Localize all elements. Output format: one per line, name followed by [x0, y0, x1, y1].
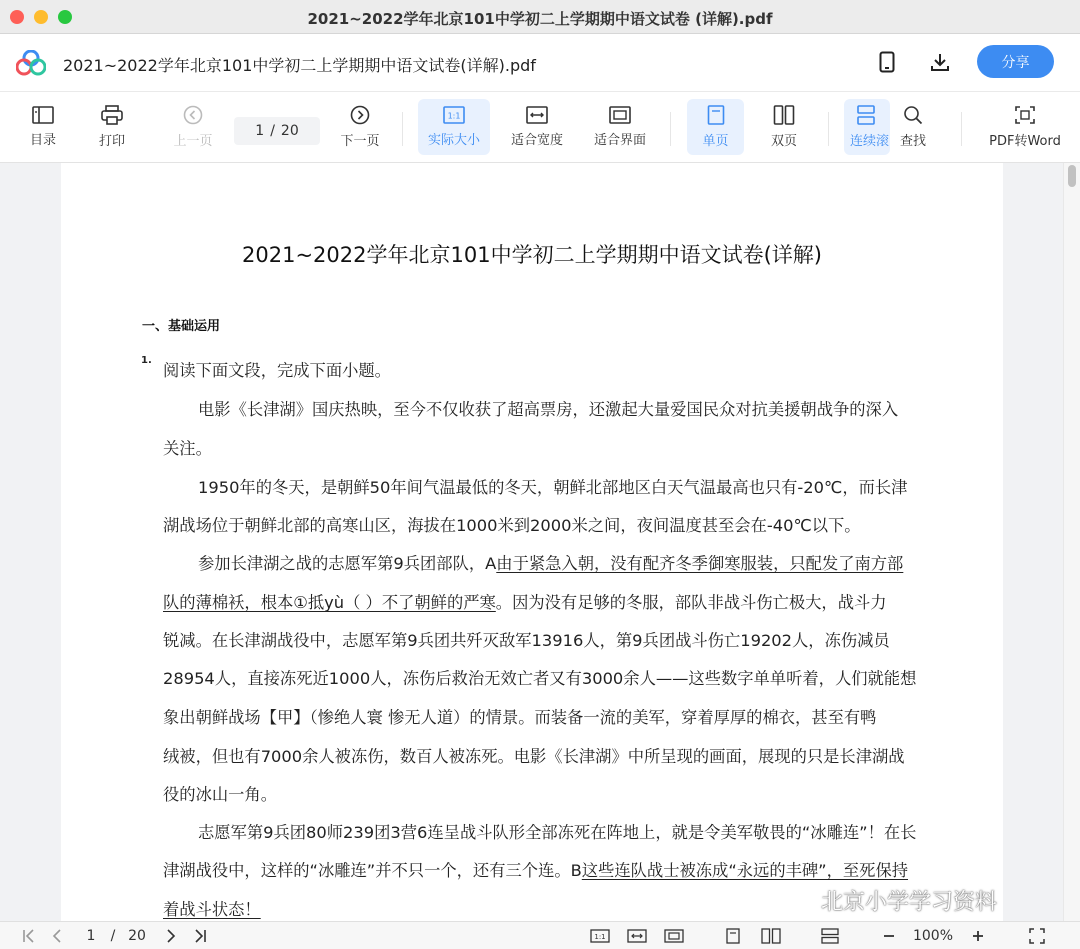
fit-width-icon[interactable] — [626, 926, 648, 946]
text-line: 湖战场位于朝鲜北部的高寒山区，海拔在1000米到2000米之间，夜间温度甚至会在-40℃以下。 — [163, 516, 861, 535]
fit-page-button[interactable] — [588, 99, 652, 155]
actual-size-icon[interactable] — [589, 926, 611, 946]
continuous-scroll-label: 连续滚 — [850, 134, 890, 149]
page-number-input[interactable] — [234, 117, 320, 145]
mobile-icon[interactable] — [875, 50, 899, 74]
underlined-text: 这些连队战士被冻成“永远的丰碑”，至死保持 — [581, 861, 909, 880]
app-header — [0, 34, 1080, 92]
double-page-label: 双页 — [770, 134, 797, 149]
scrollbar-thumb[interactable] — [1068, 165, 1076, 187]
continuous-scroll-icon — [856, 105, 876, 125]
text-line: 28954人，直接冻死近1000人，冻伤后救治无效亡者又有3000余人——这些数字单单听着，人们就能想 — [163, 669, 917, 688]
fit-width-button[interactable] — [505, 99, 569, 155]
actual-size-icon — [443, 106, 465, 124]
fit-width-label: 适合宽度 — [510, 133, 563, 148]
download-icon[interactable] — [928, 50, 952, 74]
bottom-bar — [0, 921, 1080, 949]
underlined-text: 由于紧急入朝，没有配齐冬季御寒服装，只配发了南方部 — [496, 554, 904, 573]
toc-label: 目录 — [29, 133, 56, 148]
toolbar-divider — [402, 112, 403, 146]
app-logo-icon — [16, 50, 46, 76]
toc-icon — [32, 106, 54, 124]
section-heading: 一、基础运用 — [142, 319, 221, 334]
print-label: 打印 — [98, 134, 125, 149]
single-page-label: 单页 — [702, 134, 729, 149]
search-icon — [903, 105, 923, 125]
double-page-button[interactable] — [758, 99, 810, 155]
text-line: 锐减。在长津湖战役中，志愿军第9兵团共歼灭敌军13916人，第9兵团战斗伤亡19202人，冻伤减员 — [163, 631, 890, 650]
fit-page-label: 适合界面 — [593, 133, 646, 148]
convert-icon — [1014, 105, 1036, 125]
watermark-text: 北京小学学习资料 — [821, 890, 998, 915]
text-line: 役的冰山一角。 — [163, 785, 277, 804]
text-line — [163, 896, 261, 920]
actual-size-button[interactable] — [418, 99, 490, 155]
page-separator: / — [270, 123, 275, 139]
text-line: 象出朝鲜战场【甲】（惨绝人寰 惨无人道）的情景。而装备一流的美军，穿着厚厚的棉衣，甚至有鸭 — [163, 708, 877, 727]
document-viewport[interactable] — [0, 163, 1080, 921]
single-page-button[interactable] — [687, 99, 744, 155]
text-line — [198, 550, 903, 574]
last-page-icon[interactable] — [191, 926, 209, 946]
document-title: 2021~2022学年北京101中学初二上学期期中语文试卷(详解).pdf — [63, 56, 536, 75]
current-page-value: 1 — [255, 123, 265, 139]
next-page-button[interactable] — [334, 99, 386, 155]
window-titlebar — [0, 0, 1080, 34]
text-span: 参加长津湖之战的志愿军第9兵团部队，A — [198, 554, 497, 573]
find-button[interactable] — [892, 99, 934, 155]
pdf-to-word-label: PDF转Word — [989, 134, 1061, 149]
single-page-icon[interactable] — [724, 926, 742, 946]
pdf-to-word-button[interactable] — [981, 99, 1069, 155]
window-title: 2021~2022学年北京101中学初二上学期期中语文试卷 (详解).pdf — [307, 10, 773, 28]
text-line: 电影《长津湖》国庆热映，至今不仅收获了超高票房，还激起大量爱国民众对抗美援朝战争的深入 — [198, 400, 899, 419]
text-line — [163, 589, 887, 613]
print-button[interactable] — [91, 99, 133, 155]
toolbar — [0, 92, 1080, 163]
text-span: 津湖战役中，这样的“冰雕连”并不只一个，还有三个连。B — [163, 861, 582, 880]
printer-icon — [101, 105, 123, 125]
continuous-scroll-button[interactable] — [844, 99, 890, 155]
total-pages-value: 20 — [280, 123, 299, 139]
text-line: 阅读下面文段，完成下面小题。 — [163, 361, 391, 380]
exam-title: 2021~2022学年北京101中学初二上学期期中语文试卷(详解) — [242, 243, 822, 267]
vertical-scrollbar[interactable] — [1063, 163, 1080, 921]
text-line — [163, 857, 908, 881]
toolbar-divider — [828, 112, 829, 146]
bottom-current-page[interactable]: 1 — [86, 928, 96, 944]
prev-page-icon[interactable] — [50, 926, 64, 946]
bottom-total-pages: 20 — [128, 928, 146, 944]
single-page-icon — [707, 105, 725, 125]
watermark — [785, 885, 997, 916]
pdf-page — [61, 163, 1003, 921]
text-line: 1950年的冬天，是朝鲜50年间气温最低的冬天，朝鲜北部地区白天气温最高也只有-20℃，而长津 — [198, 478, 908, 497]
prev-circle-icon — [183, 105, 203, 125]
svg-text:1:1: 1:1 — [594, 933, 606, 941]
zoom-in-icon[interactable] — [969, 926, 987, 946]
bottom-page-separator: / — [110, 928, 116, 944]
first-page-icon[interactable] — [20, 926, 38, 946]
fullscreen-icon[interactable] — [1027, 926, 1047, 946]
prev-page-button[interactable] — [167, 99, 219, 155]
next-page-icon[interactable] — [164, 926, 178, 946]
toc-button[interactable] — [22, 99, 64, 155]
svg-text:1:1: 1:1 — [447, 111, 461, 121]
fit-page-icon[interactable] — [663, 926, 685, 946]
text-line: 绒被，但也有7000余人被冻伤，数百人被冻死。电影《长津湖》中所呈现的画面，展现的只是长津湖战 — [163, 747, 905, 766]
toolbar-divider — [670, 112, 671, 146]
next-page-label: 下一页 — [340, 134, 380, 149]
toolbar-divider — [961, 112, 962, 146]
text-span: 。因为没有足够的冬服，部队非战斗伤亡极大，战斗力 — [495, 593, 887, 612]
text-line: 关注。 — [163, 439, 212, 458]
double-page-icon — [773, 105, 795, 125]
question-number: 1. — [141, 355, 152, 366]
continuous-scroll-icon[interactable] — [820, 926, 840, 946]
double-page-icon[interactable] — [760, 926, 782, 946]
text-line: 志愿军第9兵团80师239团3营6连呈战斗队形全部冻死在阵地上，就是令美军敬畏的“冰雕连”！在长 — [198, 823, 917, 842]
zoom-level[interactable]: 100% — [912, 928, 954, 944]
fit-width-icon — [526, 106, 548, 124]
actual-size-label: 实际大小 — [427, 133, 480, 148]
find-label: 查找 — [899, 134, 926, 149]
wechat-icon — [785, 889, 815, 913]
underlined-text: 队的薄棉袄，根本①抵yù（ ）不了朝鲜的严寒 — [163, 593, 496, 612]
underlined-text: 着战斗状态！ — [163, 900, 261, 919]
fit-page-icon — [609, 106, 631, 124]
prev-page-label: 上一页 — [173, 134, 213, 149]
zoom-out-icon[interactable] — [880, 926, 898, 946]
share-button[interactable]: 分享 — [977, 45, 1054, 78]
next-circle-icon — [350, 105, 370, 125]
